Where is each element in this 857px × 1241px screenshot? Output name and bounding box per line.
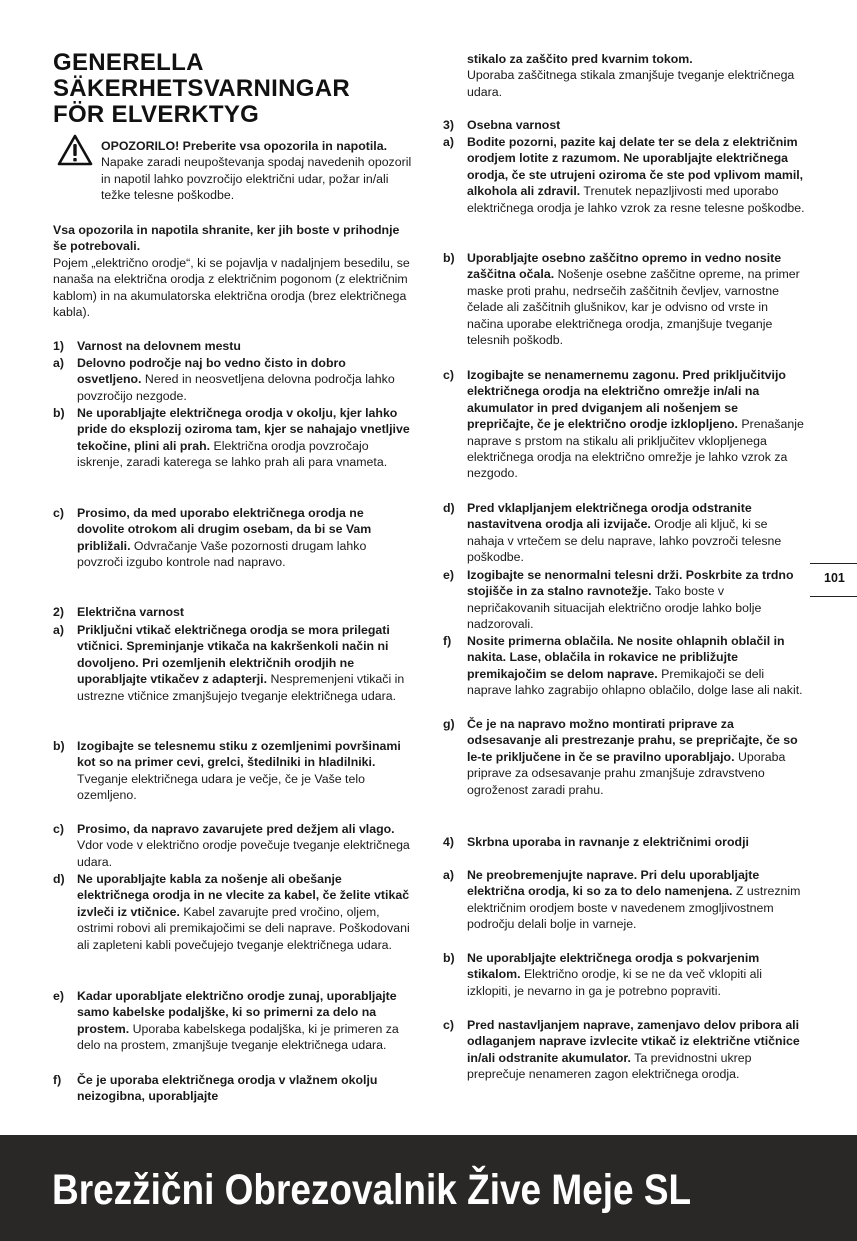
list-item: f) Nosite primerna oblačila. Ne nosite ohlapnih oblačil in nakita. Lase, oblačila in rokavice ne približujte premikajočim se delom naprave. Premikajoči se deli naprave lahko zagrabijo ohlapno oblačilo, dolge lase ali nakit. (443, 634, 803, 698)
list-item: a) Bodite pozorni, pazite kaj delate ter se dela z električnim orodjem lotite z razumom. Ne uporabljajte električnega orodja, če ste utrujeni oziroma če ste pod vplivom mamil, alkohola ali zdravil. Trenutek nepazljivosti med uporabo električnega orodja je lahko vzrok za resne telesne poškodbe. (443, 135, 805, 215)
list-item: g) Če je na napravo možno montirati priprave za odsesavanje ali prestrezanje prahu, se prepričajte, če so le-te priključene in če se pravilno uporabljajo. Uporaba priprave za odsesavanje prahu zmanjšuje zdravstveno ogroženost zaradi prahu. (443, 717, 798, 797)
warning-paragraph (53, 138, 413, 204)
footer-title: Brezžični Obrezovalnik Žive Meje SL (52, 1166, 692, 1214)
list-item: c) Prosimo, da napravo zavarujete pred dežjem ali vlago. Vdor vode v električno orodje povečuje tveganje električnega udara. (53, 822, 410, 869)
list-item: d) Ne uporabljajte kabla za nošenje ali obešanje električnega orodja in ne vlecite za kabel, če želite vtikač izvleči iz vtičnice. Kabel zavarujte pred vročino, oljem, ostrimi robovi ali premikajočimi se deli naprave. Poškodovani ali zapleteni kabli povečujejo tveganje električnega udara. (53, 872, 410, 952)
keep-text: Pojem „električno orodje“, ki se pojavlja v nadaljnjem besedilu, se nanaša na električna orodja z električnim pogonom (z električnim kablom) in na akumulatorska električna orodja (brez električnega kabla). (53, 255, 410, 320)
list-item: a) Priključni vtikač električnega orodja se mora prilegati vtičnici. Spreminjanje vtikača na kakršenkoli način ni dovoljeno. Pri ozemljenih električnih orodjih ne uporabljajte vtikačev z adapterji. Nespremenjeni vtikači in ustrezne vtičnice zmanjšujejo tveganje električnega udara. (53, 623, 405, 703)
list-item: b) Ne uporabljajte električnega orodja v okolju, kjer lahko pride do eksplozij oziroma tam, kjer se nahajajo vnetljive tekočine, plini ali prah. Električna orodja povzročajo iskrenje, zaradi katerega se lahko prah ali para vnameta. (53, 406, 410, 470)
list-item: e) Izogibajte se nenormalni telesni drži. Poskrbite za trdno stojišče in za stalno ravnotežje. Tako boste v nepričakovanih situacijah električno orodje lahko bolje nadzorovali. (443, 568, 794, 632)
section-heading-1: 1) Varnost na delovnem mestu (53, 339, 241, 353)
list-item: a) Ne preobremenjujte naprave. Pri delu uporabljajte električna orodja, ki so za to delo namenjena. Z ustreznim električnim orodjem boste v navedenem zmogljivostnem področju delali bolje in varneje. (443, 868, 801, 932)
list-item: c) Pred nastavljanjem naprave, zamenjavo delov pribora ali odlaganjem naprave izvlecite vtikač iz električne vtičnice in/ali odstranite akumulator. Ta previdnostni ukrep preprečuje nenameren zagon električnega orodja. (443, 1018, 800, 1082)
list-item: c) Prosimo, da med uporabo električnega orodja ne dovolite otrokom ali drugim osebam, da bi se Vam približali. Odvračanje Vaše pozornosti drugam lahko povzroči izgubo kontrole nad napravo. (53, 506, 372, 570)
list-item: d) Pred vklapljanjem električnega orodja odstranite nastavitvena orodja ali izvijače. Orodje ali ključ, ki se nahaja v vrtečem se delu naprave, lahko povzroči telesne poškodbe. (443, 501, 782, 565)
title-line: SÄKERHETSVARNINGAR (53, 75, 350, 102)
list-item: b) Uporabljajte osebno zaščitno opremo in vedno nosite zaščitna očala. Nošenje osebne zaščitne opreme, na primer maske proti prahu, nedrsečih zaščitnih čevljev, varnostne čelade ali zaščitnih glušnikov, kar je odvisno od vrste in načina uporabe električnega orodja, zmanjšuje tveganje telesnih poškodb. (443, 251, 800, 348)
list-item: f) Če je uporaba električnega orodja v vlažnem okolju neizogibna, uporabljajte (53, 1073, 378, 1104)
title-line: GENERELLA (53, 49, 204, 76)
section-heading-3: 3) Osebna varnost (443, 118, 561, 132)
title-line: FÖR ELVERKTYG (53, 101, 260, 128)
keep-paragraph (53, 222, 413, 320)
list-item: b) Izogibajte se telesnemu stiku z ozemljenimi površinami kot so na primer cevi, grelci, štedilniki in hladilniki. Tveganje električnega udara je večje, če je Vaše telo ozemljeno. (53, 739, 401, 803)
footer-banner (0, 1135, 857, 1241)
keep-bold: Vsa opozorila in napotila shranite, ker jih boste v prihodnje še potrebovali. (53, 223, 400, 254)
section-heading-4: 4) Skrbna uporaba in ravnanje z električnimi orodji (443, 835, 749, 849)
list-item: b) Ne uporabljajte električnega orodja s pokvarjenim stikalom. Električno orodje, ki se ne da več vklopiti ali izklopiti, je nevarno in ga je potrebno popraviti. (443, 951, 763, 998)
list-item: e) Kadar uporabljate električno orodje zunaj, uporabljajte samo kabelske podaljške, ki so primerni za delo na prostem. Uporaba kabelskega podaljška, ki je primeren za delo na prostem, zmanjšuje tveganje električnega udara. (53, 989, 399, 1053)
warning-bold: OPOZORILO! Preberite vsa opozorila in napotila. (101, 139, 388, 153)
warning-text: Napake zaradi neupoštevanja spodaj navedenih opozoril in napotil lahko povzročijo električni udar, požar in/ali težke telesne poškodbe. (101, 155, 412, 203)
continued-paragraph: stikalo za zaščito pred kvarnim tokom. Uporaba zaščitnega stikala zmanjšuje tveganje električnega udara. (467, 52, 795, 99)
page-number: 101 (810, 563, 857, 597)
section-heading-2: 2) Električna varnost (53, 605, 185, 619)
list-item: a) Delovno področje naj bo vedno čisto in dobro osvetljeno. Nered in neosvetljena delovna področja lahko povzročijo nezgode. (53, 356, 395, 403)
section-title (53, 50, 423, 128)
list-item: c) Izogibajte se nenamernemu zagonu. Pred priključitvijo električnega orodja na električno omrežje in/ali na akumulator in pred dviganjem ali nošenjem se prepričajte, če je električno orodje izklopljeno. Prenašanje naprave s prstom na stikalu ali priključitev vklopljenega električnega orodja na električno omrežje je lahko vzrok za nezgodo. (443, 368, 804, 481)
